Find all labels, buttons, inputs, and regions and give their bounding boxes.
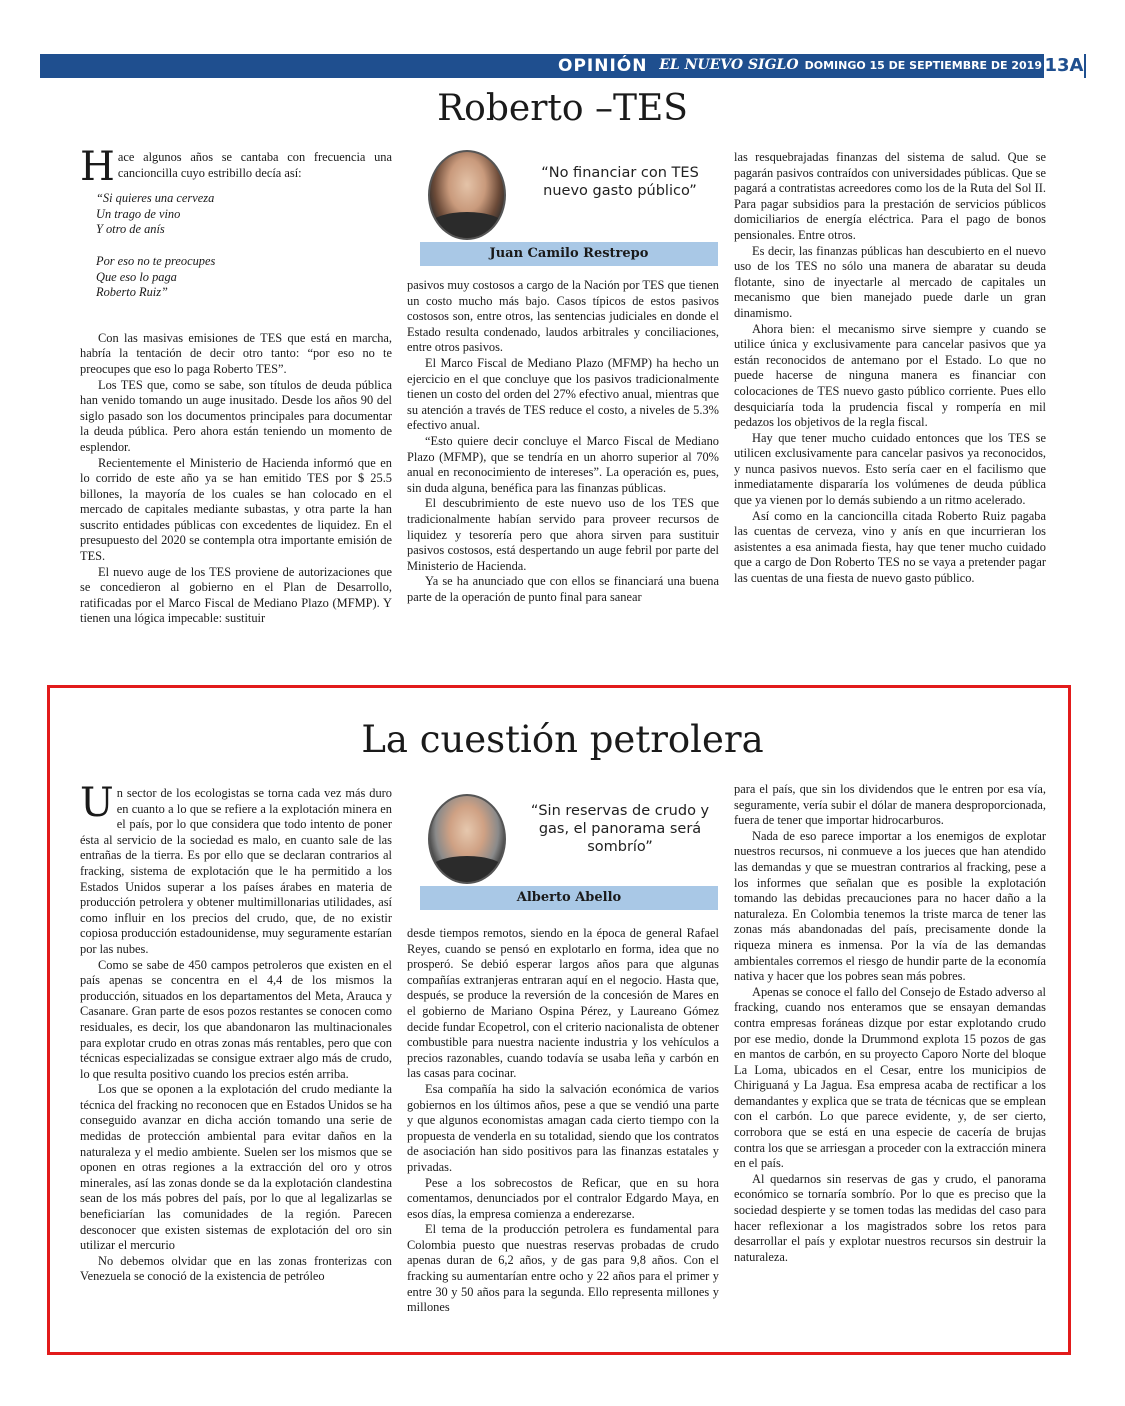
author-portrait-image [428,794,506,884]
article1-col2 [407,278,719,605]
author-portrait-image [428,150,506,240]
article2-paragraph: para el país, que sin los dividendos que le entren por esa vía, seguramente, vería subir el dólar de manera desproporcionada, fuera de tener que importar hidrocarburos. [734,782,1046,828]
article1-paragraph: Ahora bien: el mecanismo sirve siempre y cuando se utilice única y exclusivamente para cancelar pasivos que ya están reconocidos de antemano por el Estado. Lo que no puede hacerse de ninguna manera es financiar con colocaciones de TES nuevo gasto público corriente. Pues ello desquiciaría toda la prudencia fiscal y rompería en mil pedazos los objetivos de la regla fiscal. [734,321,1046,430]
article1-paragraph: pasivos muy costosos a cargo de la Nación por TES que tienen un costo mucho más bajo. Casos típicos de estos pasivos costosos son, entre otros, las sentencias judiciales en donde el Estado resulta condenado, laudos arbitrales y conciliaciones, entre otros pasivos. [407,278,719,355]
header-banner [40,54,1086,78]
article2-paragraph: Nada de eso parece importar a los enemigos de explotar nuestros recursos, ni conmueve a los jueces que han atendido las demandas y que se muestran contrarios al fracking, pese a los informes que señalan que es posible la explotación tomando las debidas precauciones para no hacer daño a la naturaleza. En Colombia tenemos la triste marca de tener las zonas más abandonadas del país, precisamente donde la riqueza minera es inmensa. Por la vía de las demandas ambientales corremos el riesgo de hundir parte de la economía nativa y hacer que los pobres sean más pobres. [734,828,1046,984]
article1-paragraph: El Marco Fiscal de Mediano Plazo (MFMP) ha hecho un ejercicio en el que concluye que los pasivos tradicionalmente tienen un costo del orden del 27% efectivo anual, mientras que su atención a través de TES reduce el costo, a niveles de 5.3% efectivo anual. [407,355,719,433]
article1-title: Roberto –TES [437,88,688,129]
article2-lead: Un sector de los ecologistas se torna cada vez más duro en cuanto a lo que se refiere a la explotación minera en el país, por lo que considera que todo intento de poner ésta al servicio de la sociedad es malo, en cuanto sale de las entrañas de la tierra. Es por ello que se declaran contrarios al fracking, sistema de explotación que le ha permitido a los Estados Unidos superar a los países árabes en materia de producción petrolera y obtener multimillonarias utilidades, así como influir en los precios del crudo, que, de no existir copiosa producción estadounidense, muy seguramente estarían por las nubes. [80,780,392,956]
article1-paragraph: Hay que tener mucho cuidado entonces que los TES se utilicen exclusivamente para cancelar pasivos ya reconocidos, y nunca pasivos nuevos. Esto sería caer en el facilismo que inmediatamente dispararía los volúmenes de deuda pública que ya vienen por lo demás subiendo a un ritmo acelerado. [734,430,1046,508]
article1-paragraph: las resquebrajadas finanzas del sistema de salud. Que se pagarán pasivos contraídos con universidades públicas. Que se pagará a contratistas acreedores como los de la Ruta del Sol II. Para pagar subsidios para la prestación de servicios públicos domiciliarios de energía eléctrica. Para el pago de bonos pensionales. Entre otros. [734,150,1046,242]
article2-paragraph: Pese a los sobrecostos de Reficar, que en su hora comentamos, denunciados por el contralor Edgardo Maya, en esos días, la empresa comienza a enderezarse. [407,1175,719,1221]
article1-paragraph: Es decir, las finanzas públicas han descubierto en el nuevo uso de los TES no sólo una manera de abaratar su deuda flotante, sino de inyectarle al mercado de capitales un mecanismo que bien manejado puede darle un gran dinamismo. [734,243,1046,320]
article2-paragraph: El tema de la producción petrolera es fundamental para Colombia puesto que nuestras reservas probadas de crudo apenas duran de 6,2 años, y de gas para 9,8 años. Con el fracking su aumentarían entre ocho y 22 años para el primer y entre 30 y 50 años para la segunda. Ello representa millones y millones [407,1222,719,1315]
article2-paragraph: Esa compañía ha sido la salvación económica de varios gobiernos en los últimos años, pese a que se vendió una parte y que algunos economistas amagan cada cierto tiempo con la propuesta de venderla en su totalidad, siendo que los contratos de asociación han sido positivos para las finanzas estatales y privadas. [407,1081,719,1174]
section-label: OPINIÓN [558,56,648,76]
article2-author-name: Alberto Abello [420,886,718,910]
article1-col3 [734,150,1046,587]
article1-paragraph: Recientemente el Ministerio de Hacienda informó que en lo corrido de este año ya se han emitido TES por $ 25.5 billones, la mayoría de los cuales se han colocado en el mercado de capitales mediante subastas, y otra parte la han suscrito entidades públicas con excedentes de liquidez. En el presupuesto del 2020 se contempla otra importante emisión de TES. [80,455,392,564]
article2-col1 [80,780,392,1285]
banner-right [659,57,1042,73]
article1-col1 [80,144,392,627]
article1-paragraph: El nuevo auge de los TES proviene de autorizaciones que se concedieron al gobierno en el Plan de Desarrollo, ratificadas por el Marco Fiscal de Mediano Plazo (MFMP). Y tienen una lógica impecable: sustituir [80,564,392,626]
article2-paragraph: Al quedarnos sin reservas de gas y crudo, el panorama económico se tornaría sombrío. Por lo que es preciso que la sociedad despierte y se tomen todas las medidas del caso para hacer reflexionar a los magistrados sobre los retos para desarrollar el país y explotar nuestros recursos sin destruir la naturaleza. [734,1171,1046,1264]
article1-paragraph: Los TES que, como se sabe, son títulos de deuda pública han venido tomando un auge inusitado. Desde los años 90 del siglo pasado son los documentos principales para documentar la deuda pública. Pero ahora están teniendo un momento de esplendor. [80,377,392,454]
issue-date: DOMINGO 15 DE SEPTIEMBRE DE 2019 [804,59,1042,72]
article2-dropcap: U [80,780,114,826]
article1-author-box [420,146,718,266]
article1-pull-quote: “No financiar con TES nuevo gasto público” [541,165,699,199]
page-number: 13A [1044,55,1084,76]
masthead: EL NUEVO SIGLO [659,57,799,73]
article2-paragraph: Como se sabe de 450 campos petroleros que existen en el país apenas se concentra en el 4,4 de los mismos la producción, situados en los departamentos del Meta, Arauca y Casanare. Gran parte de esos pozos restantes se conocen como residuales, es decir, los que abandonaron las multinacionales para explotar crudo en otras zonas más rentables, pero que con técnicas especializadas se consigue extraer algo más de crudo, lo que resulta positivo cuando los precios estén arriba. [80,957,392,1081]
article1-poem1: “Si quieres una cerveza Un trago de vino Y otro de anís [96,191,215,237]
article1-paragraph: Ya se ha anunciado que con ellos se financiará una buena parte de la operación de punto final para sanear [407,574,719,604]
article2-paragraph: Apenas se conoce el fallo del Consejo de Estado adverso al fracking, cuando nos enteramos que se ensayan demandas contra empresas foráneas dizque por estar explotando crudo por ese medio, donde la Drummond explota 15 pozos de gas en mantos de carbón, en su proyecto Caporo Norte del bloque La Loma, ubicados en el Cesar, entre los municipios de Chiriguaná y La Jagua. Esa empresa acaba de rectificar a los demandantes y explica que se trata de técnicas que se emplean con el carbón. Lo que parece evidente, y, de ser cierto, corrobora que se está en una especie de cacería de brujas contra los que se arriesgan a proceder con la extracción minera en el país. [734,984,1046,1171]
article2-paragraph: No debemos olvidar que en las zonas fronterizas con Venezuela se conoció de la existencia de petróleo [80,1253,392,1284]
article1-author-name: Juan Camilo Restrepo [420,242,718,266]
article1-paragraph: Así como en la cancioncilla citada Roberto Ruiz pagaba las cuentas de cerveza, vino y anís en que incurrieran los asistentes a esa animada fiesta, hay que tener mucho cuidado que a cargo de Don Roberto TES no se vaya a pretender pagar las cuentas de una fiesta de nuevo gasto público. [734,508,1046,586]
article1-paragraph: Con las masivas emisiones de TES que está en marcha, habría la tentación de decir otro tanto: “por eso no te preocupes que eso lo paga Roberto TES”. [80,330,392,376]
article1-paragraph: El descubrimiento de este nuevo uso de los TES que tradicionalmente habían servido para proveer recursos de liquidez y tesorería pero que ahora sirven para sustituir pasivos costosos, está despertando un auge febril por parte del Ministerio de Hacienda. [407,496,719,573]
article2-paragraph: Los que se oponen a la explotación del crudo mediante la técnica del fracking no reconocen que en Estados Unidos se ha conseguido avanzar en dicha acción tomando una serie de medidas de protección ambiental para evitar daños en la naturaleza y el medio ambiente. Suelen ser los mismos que se oponen en otras regiones a la extracción del oro y otros minerales, así las zonas donde se da la explotación clandestina sean de los más pobres del país, por lo que al legalizarlas se beneficiarían las comunidades de la región. Parecen desconocer que existen sistemas de explotación del oro sin utilizar el mercurio [80,1082,392,1253]
article1-lead: Hace algunos años se cantaba con frecuencia una cancioncilla cuyo estribillo decía así: [80,144,392,190]
article1-paragraph: “Esto quiere decir concluye el Marco Fiscal de Mediano Plazo (MFMP), que se tendría en un ahorro superior al 70% anual en reconocimiento de intereses”. La operación es, pues, sin duda alguna, benéfica para las finanzas públicas. [407,433,719,495]
article1-dropcap: H [80,144,115,190]
article2-title: La cuestión petrolera [361,718,764,761]
article2-col2 [407,926,719,1316]
article2-author-box [420,790,718,910]
article2-pull-quote: “Sin reservas de crudo y gas, el panorama será sombrío” [530,803,710,855]
article1-poem2: Por eso no te preocupes Que eso lo paga Roberto Ruiz” [96,253,216,300]
article2-paragraph: desde tiempos remotos, siendo en la época de general Rafael Reyes, cuando se pensó en explotarlo en forma, idea que no prosperó. Se debió esperar largos años para que algunas compañías extranjeras entraran aquí en el negocio. Hasta que, después, se produce la reversión de la concesión de Mares en el gobierno de Mariano Ospina Pérez, y Laureano Gómez decide fundar Ecopetrol, con el criterio nacionalista de obtener combustible para nuestra naciente industria y los vehículos a precios razonables, cuando todavía se usaba leña y carbón en las casas para cocinar. [407,926,719,1081]
article2-col3 [734,782,1046,1265]
